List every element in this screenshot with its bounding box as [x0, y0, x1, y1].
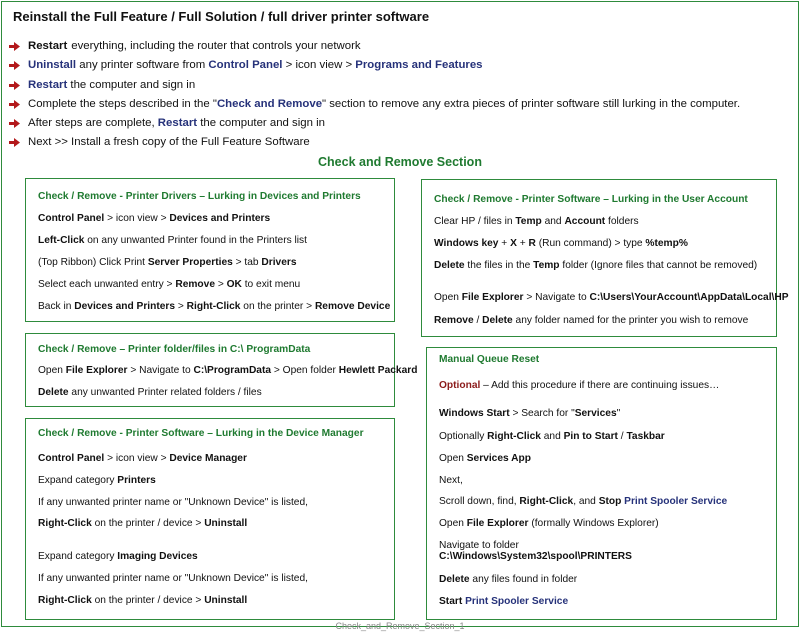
step-line — [439, 475, 463, 486]
emphasis-text: Programs and Features — [355, 59, 483, 72]
box-title: Manual Queue Reset — [439, 354, 540, 365]
emphasis-text: Device Manager — [169, 453, 247, 464]
emphasis-text: X — [510, 238, 517, 249]
emphasis-text: OK — [226, 279, 242, 290]
emphasis-text: Delete — [482, 315, 513, 326]
emphasis-text: Uninstall — [204, 595, 248, 606]
plain-text: Next >> Install a fresh copy of the Full Feature Software — [28, 136, 310, 149]
box-title: Check / Remove - Printer Software – Lurking in the User Account — [434, 194, 748, 205]
plain-text: to exit menu — [241, 279, 301, 290]
plain-text: any files found in folder — [469, 574, 578, 585]
plain-text: " section to remove any extra pieces of printer software still lurking in the computer. — [322, 97, 741, 110]
plain-text: any folder named for the printer you wish to remove — [512, 315, 749, 326]
box-printer-drivers — [25, 178, 395, 322]
step-line — [434, 238, 688, 249]
step-line — [439, 518, 659, 529]
step-line — [434, 315, 748, 326]
box-title: Check / Remove - Printer Drivers – Lurking in Devices and Printers — [38, 191, 361, 202]
emphasis-text: Delete — [439, 574, 470, 585]
plain-text: / — [617, 431, 627, 442]
step-line — [38, 497, 308, 508]
plain-text: Open — [439, 453, 467, 464]
page-title: Reinstall the Full Feature / Full Solution / full driver printer software — [13, 9, 430, 24]
step-line — [38, 595, 247, 606]
emphasis-text: Windows Start — [439, 408, 510, 419]
emphasis-text: Optional — [439, 380, 481, 391]
step-line — [38, 213, 270, 224]
section-title: Check and Remove Section — [318, 155, 482, 169]
box-manual-queue-reset — [426, 347, 777, 620]
plain-text: Open — [439, 518, 467, 529]
emphasis-text: %temp% — [645, 238, 688, 249]
plain-text: the files in the — [464, 260, 534, 271]
emphasis-text: File Explorer — [466, 518, 529, 529]
plain-text: " — [616, 408, 621, 419]
plain-text: any unwanted Printer related folders / files — [68, 387, 262, 398]
emphasis-text: Temp — [515, 216, 542, 227]
plain-text: + — [498, 238, 511, 249]
plain-text: > Search for " — [509, 408, 575, 419]
box-printer-folder — [25, 333, 418, 407]
emphasis-text: Printers — [117, 475, 156, 486]
step-line — [439, 453, 531, 464]
plain-text: If any unwanted printer name or "Unknown Device" is listed, — [38, 573, 308, 584]
instruction-text — [28, 114, 325, 133]
red-arrow-icon — [9, 81, 20, 90]
emphasis-text: Devices and Printers — [74, 301, 176, 312]
emphasis-text: Account — [564, 216, 606, 227]
plain-text: folder (Ignore files that cannot be removed) — [559, 260, 758, 271]
red-arrow-icon — [9, 138, 20, 147]
step-line — [434, 216, 639, 227]
instruction-text — [28, 133, 310, 152]
plain-text: Clear HP / files in — [434, 216, 516, 227]
plain-text: > Open folder — [271, 365, 339, 376]
plain-text: and — [541, 216, 565, 227]
plain-text: Optionally — [439, 431, 488, 442]
red-arrow-icon — [9, 119, 20, 128]
plain-text: Next, — [439, 475, 463, 486]
step-line — [38, 257, 297, 268]
emphasis-text: Pin to Start — [563, 431, 618, 442]
plain-text: (Run command) > type — [535, 238, 646, 249]
plain-text: – Add this procedure if there are continuing issues… — [480, 380, 720, 391]
emphasis-text: Remove — [434, 315, 474, 326]
step-line — [439, 574, 577, 585]
plain-text: Navigate to folder — [439, 540, 519, 551]
step-line — [38, 301, 390, 312]
plain-text: Expand category — [38, 551, 118, 562]
instruction-text — [28, 56, 483, 75]
step-line — [38, 365, 417, 376]
emphasis-text: Services — [574, 408, 617, 419]
plain-text: the computer and sign in — [67, 78, 196, 91]
emphasis-text: Temp — [533, 260, 560, 271]
instruction-text — [28, 76, 195, 95]
plain-text: Expand category — [38, 475, 118, 486]
emphasis-text: Check and Remove — [216, 97, 323, 110]
emphasis-text: Print Spooler Service — [624, 496, 728, 507]
emphasis-text: Drivers — [261, 257, 297, 268]
emphasis-text: File Explorer — [65, 365, 128, 376]
emphasis-text: Right-Click — [38, 595, 92, 606]
plain-text: Select each unwanted entry > — [38, 279, 176, 290]
red-arrow-icon — [9, 100, 20, 109]
plain-text: (formally Windows Explorer) — [528, 518, 659, 529]
emphasis-text: Restart — [28, 78, 68, 91]
step-line — [439, 496, 727, 507]
plain-text: , and — [573, 496, 599, 507]
step-line — [434, 292, 789, 303]
emphasis-text: Delete — [38, 387, 69, 398]
emphasis-text: Start — [439, 596, 463, 607]
instruction-text — [28, 95, 740, 114]
plain-text: > icon view > — [104, 213, 170, 224]
step-line — [439, 596, 568, 607]
image-caption: Check_and_Remove_Section_1 — [335, 621, 465, 631]
plain-text: everything, including the router that controls your network — [71, 40, 361, 52]
plain-text: > Navigate to — [523, 292, 590, 303]
emphasis-text: Left-Click — [38, 235, 85, 246]
plain-text: + — [516, 238, 529, 249]
step-line — [439, 551, 632, 562]
plain-text: > — [175, 301, 187, 312]
emphasis-text: Print Spooler Service — [465, 596, 569, 607]
step-line — [38, 573, 308, 584]
emphasis-text: Hewlett Packard — [338, 365, 418, 376]
emphasis-text: Control Panel — [38, 213, 105, 224]
emphasis-text: Imaging Devices — [117, 551, 198, 562]
emphasis-text: Right-Click — [487, 431, 541, 442]
box-title: Check / Remove - Printer Software – Lurking in the Device Manager — [38, 428, 364, 439]
step-line — [439, 540, 519, 551]
plain-text: > icon view > — [282, 59, 356, 72]
plain-text: on the printer / device > — [91, 595, 205, 606]
plain-text: folders — [605, 216, 639, 227]
plain-text: (Top Ribbon) Click Print — [38, 257, 148, 268]
plain-text: Open — [434, 292, 462, 303]
step-line — [439, 408, 620, 419]
plain-text: > — [214, 279, 227, 290]
plain-text: the computer and sign in — [197, 117, 325, 130]
box-title: Check / Remove – Printer folder/files in C:\ ProgramData — [38, 344, 311, 355]
emphasis-text: Right-Click — [186, 301, 241, 312]
plain-text: > tab — [232, 257, 262, 268]
step-line — [38, 551, 198, 562]
emphasis-text: Server Properties — [147, 257, 233, 268]
plain-text: / — [473, 315, 483, 326]
emphasis-text: C:\ProgramData — [193, 365, 272, 376]
emphasis-text: Restart — [28, 40, 68, 52]
emphasis-text: Delete — [434, 260, 465, 271]
emphasis-text: Uninstall — [204, 518, 248, 529]
plain-text: Scroll down, find, — [439, 496, 520, 507]
step-line — [38, 279, 300, 290]
step-line — [38, 518, 247, 529]
plain-text: on the printer / device > — [91, 518, 205, 529]
emphasis-text: Taskbar — [626, 431, 665, 442]
emphasis-text: Right-Click — [519, 496, 574, 507]
step-line — [38, 235, 307, 246]
step-line — [38, 475, 156, 486]
emphasis-text: C:\Windows\System32\spool\PRINTERS — [439, 551, 632, 562]
box-device-manager — [25, 418, 395, 620]
emphasis-text: Control Panel — [38, 453, 105, 464]
emphasis-text: R — [528, 238, 536, 249]
emphasis-text: File Explorer — [461, 292, 524, 303]
plain-text: If any unwanted printer name or "Unknown Device" is listed, — [38, 497, 308, 508]
step-line — [38, 453, 247, 464]
plain-text: Complete the steps described in the " — [28, 97, 217, 110]
emphasis-text: Windows key — [434, 238, 499, 249]
red-arrow-icon — [9, 61, 20, 70]
plain-text: Open — [38, 365, 66, 376]
plain-text: and — [540, 431, 564, 442]
emphasis-text: Remove — [175, 279, 215, 290]
step-line — [439, 380, 719, 391]
emphasis-text: Restart — [157, 117, 198, 130]
plain-text: on any unwanted Printer found in the Printers list — [84, 235, 307, 246]
plain-text: > icon view > — [104, 453, 170, 464]
plain-text: > Navigate to — [127, 365, 194, 376]
emphasis-text: Right-Click — [38, 518, 92, 529]
plain-text: Back in — [38, 301, 75, 312]
step-line — [434, 260, 757, 271]
emphasis-text: Control Panel — [208, 59, 283, 72]
instruction-text — [28, 37, 361, 56]
plain-text: on the printer > — [240, 301, 315, 312]
plain-text: any printer software from — [76, 59, 209, 72]
emphasis-text: Devices and Printers — [169, 213, 271, 224]
red-arrow-icon — [9, 42, 20, 51]
plain-text: After steps are complete, — [28, 117, 158, 130]
emphasis-text: Uninstall — [28, 59, 77, 72]
emphasis-text: Services App — [466, 453, 531, 464]
emphasis-text: Remove Device — [314, 301, 391, 312]
step-line — [439, 431, 665, 442]
box-user-account — [421, 179, 789, 337]
emphasis-text: Stop — [598, 496, 622, 507]
step-line — [38, 387, 262, 398]
emphasis-text: C:\Users\YourAccount\AppData\Local\HP — [589, 292, 789, 303]
